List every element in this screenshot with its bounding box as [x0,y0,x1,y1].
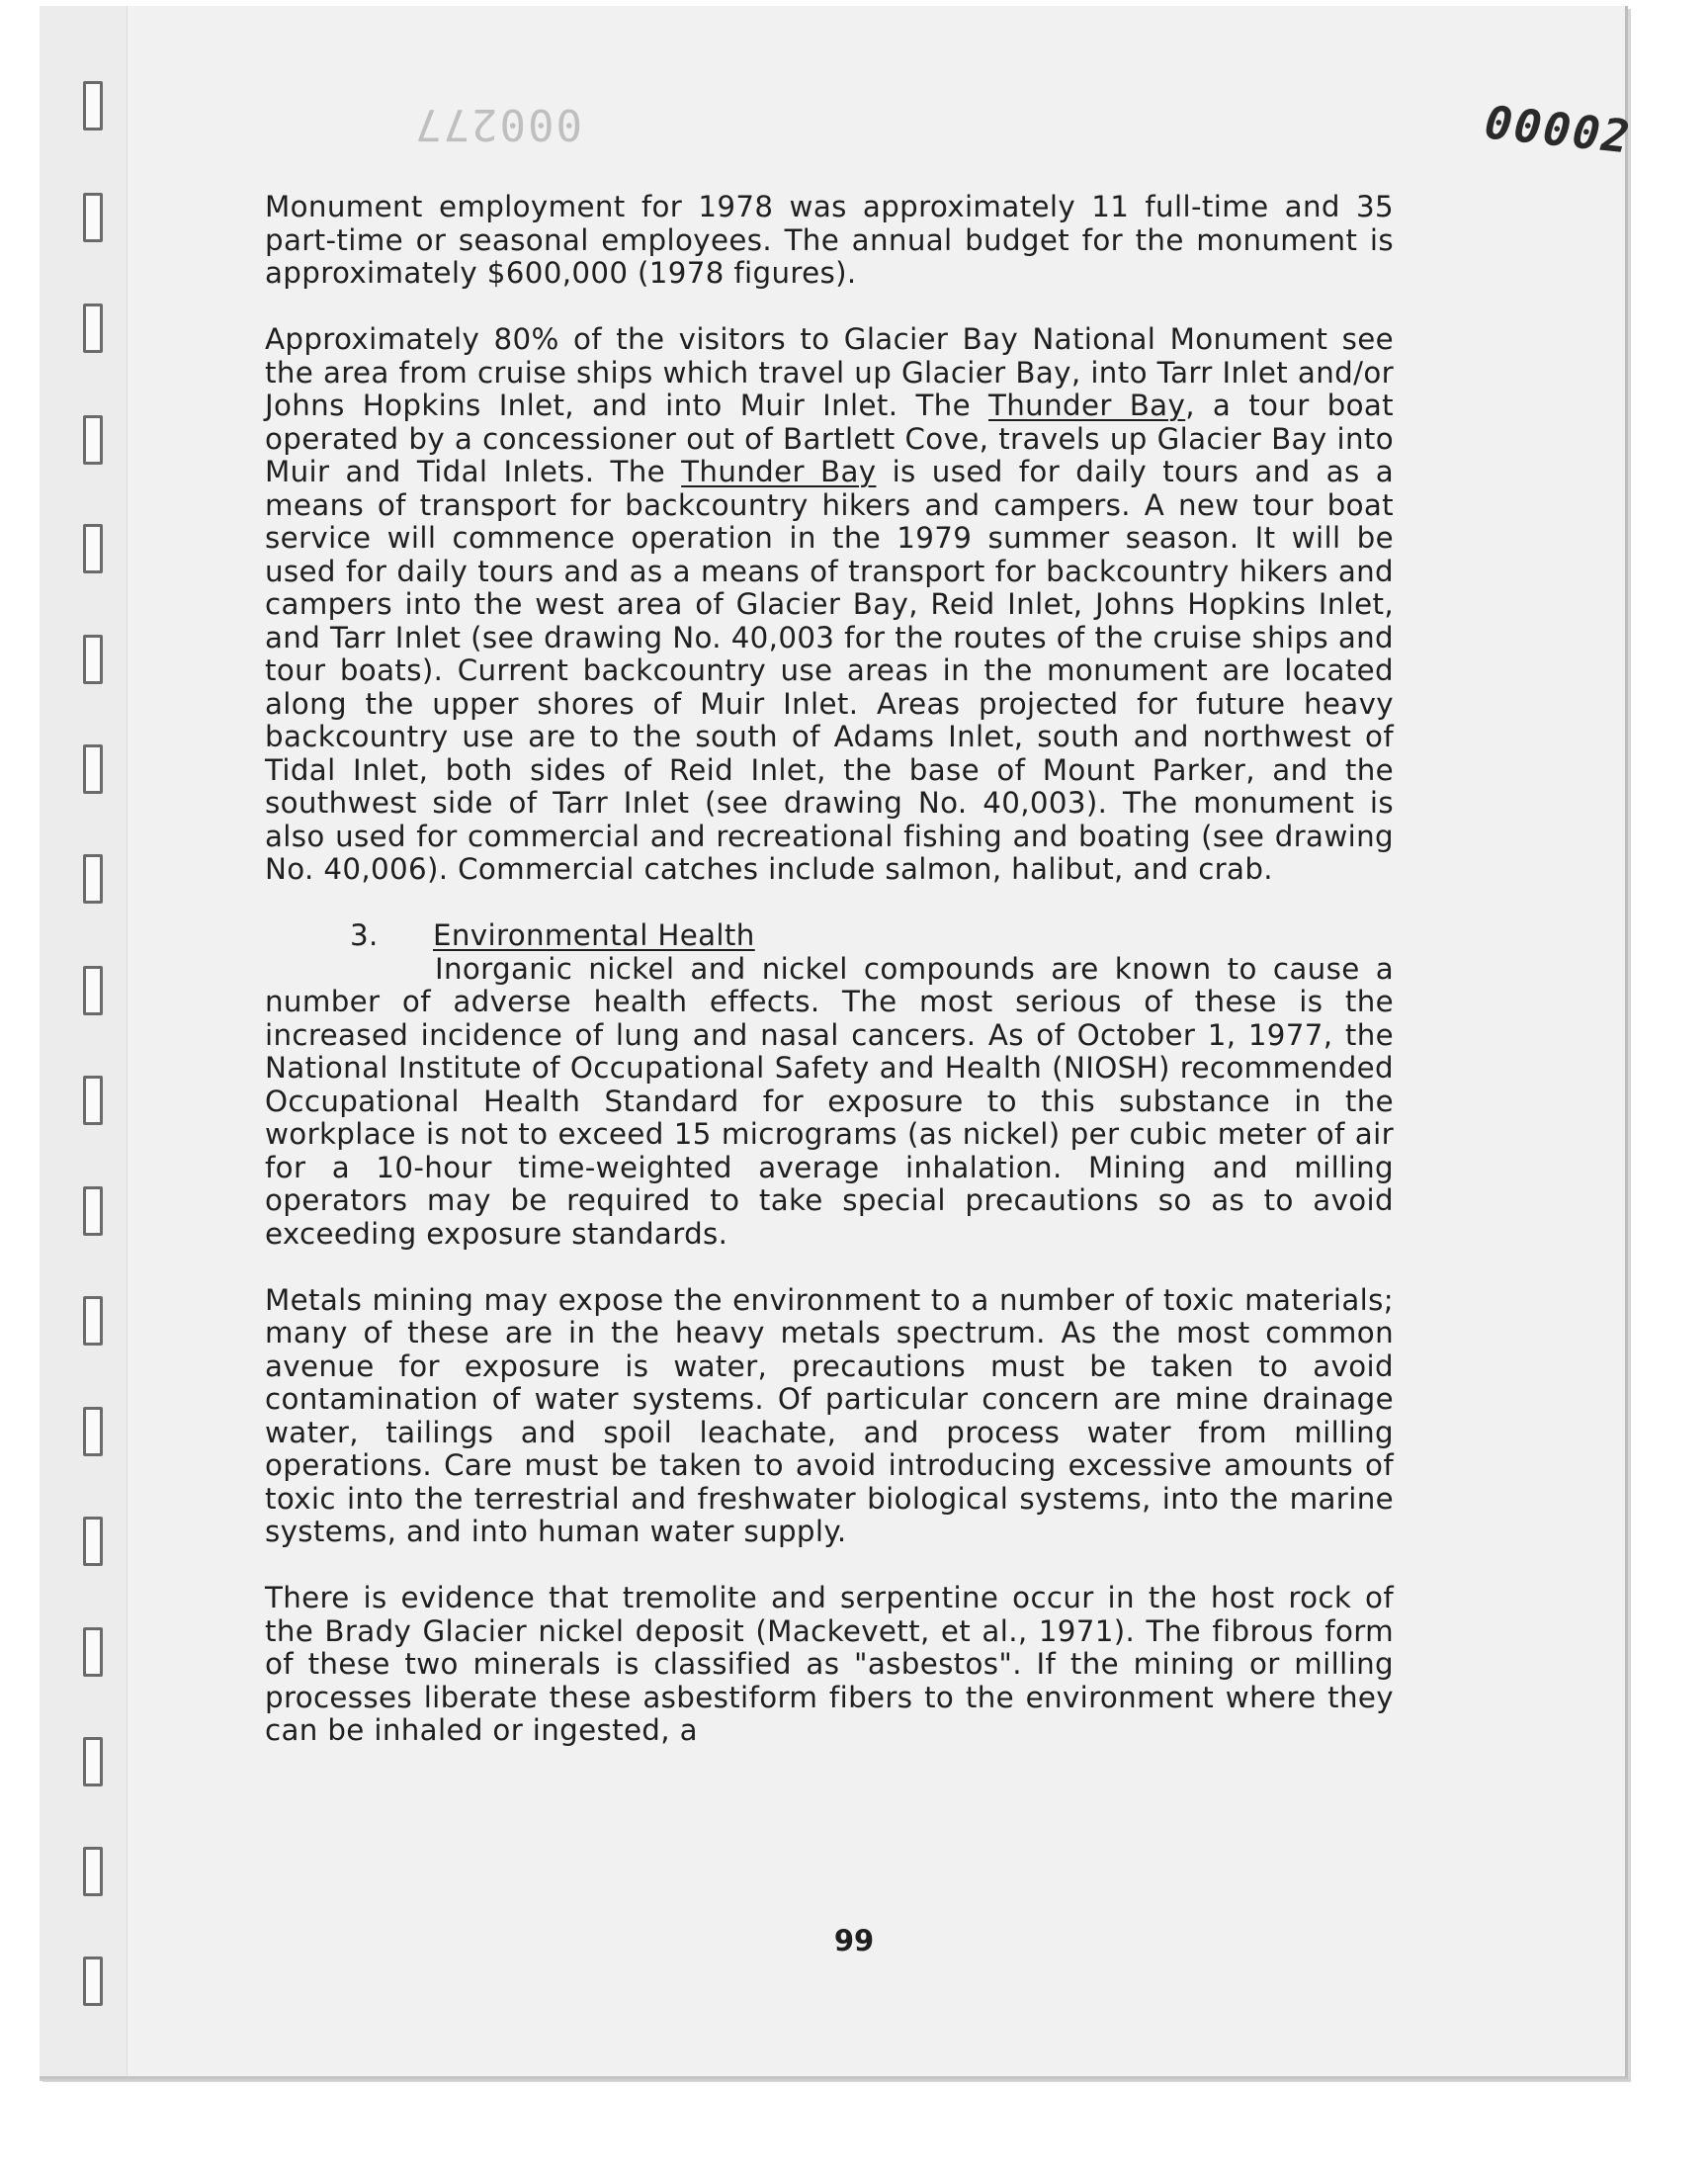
paragraph-metals: Metals mining may expose the environment to a number of toxic materials; many of these are in the heavy metals spectrum. As the most common avenue for exposure is water, precautions must be taken to avoid contamination of water systems. Of particular concern are mine drainage water, tailings and spoil leachate, and process water from milling operations. Care must be taken to avoid introducing excessive amounts of toxic into the terrestrial and freshwater biological systems, into the marine systems, and into human water supply. [265,1282,1394,1548]
page-bottom-edge [40,2079,1631,2081]
paragraph-visitors [265,323,1394,887]
punch-hole [83,1957,103,2006]
punch-hole [83,1186,103,1236]
visitors-text-2: , a tour boat operated by a concessioner out of Bartlett Cove, travels up Glacier Bay into Muir and Tidal Inlets. The [265,389,1394,488]
boat-name-underlined: Thunder Bay [988,389,1186,422]
visitors-text-3: is used for daily tours and as a means of transport for backcountry hikers and campers. A new tour boat service will commence operation in the 1979 summer season. It will be used for daily tours and as a means of transport for backcountry hikers and campers into the west area of Glacier Bay, Reid Inlet, Johns Hopkins Inlet, and Tarr Inlet (see drawing No. 40,003 for the routes of the cruise ships and tour boats). Current backcountry use areas in the monument are located along the upper shores of Muir Inlet. Areas projected for future heavy backcountry use are to the south of Adams Inlet, south and northwest of Tidal Inlet, both sides of Reid Inlet, the base of Mount Parker, and the southwest side of Tarr Inlet (see drawing No. 40,003). The monument is also used for commercial and recreational fishing and boating (see drawing No. 40,006). Commercial catches include salmon, halibut, and crab. [265,455,1394,886]
section-heading [265,919,1394,953]
punch-hole [83,415,103,465]
faint-bates-stamp: 000277 [413,99,582,149]
punch-hole [83,1076,103,1125]
punch-hole [83,304,103,353]
section-title: Environmental Health [433,918,755,952]
punch-hole [83,1407,103,1456]
page-number: 99 [833,1924,875,1958]
document-body [265,191,1394,1781]
punch-hole [83,744,103,794]
punch-hole [83,1737,103,1786]
bates-page-stamp: 00002 [1482,95,1634,164]
paragraph-asbestos: There is evidence that tremolite and serpentine occur in the host rock of the Brady Glacier nickel deposit (Mackevett, et al., 1971). The fibrous form of these two minerals is classified as "asbestos". If the mining or milling processes liberate these asbestiform fibers to the environment where they can be inhaled or ingested, a [265,1581,1394,1747]
punch-hole [83,635,103,684]
paragraph-employment: Monument employment for 1978 was approximately 11 full-time and 35 part-time or seasonal employees. The annual budget for the monument is approximately $600,000 (1978 figures). [265,190,1394,290]
boat-name-underlined: Thunder Bay [681,455,877,488]
visitors-text-1: Approximately 80% of the visitors to Glacier Bay National Monument see the area from cruise ships which travel up Glacier Bay, into Tarr Inlet and/or Johns Hopkins Inlet, and into Muir Inlet. The [265,322,1394,422]
punch-hole [83,81,103,130]
punch-hole [83,1517,103,1566]
punch-hole [83,854,103,904]
punch-hole [83,1847,103,1896]
punch-hole [83,1296,103,1346]
paragraph-health: Inorganic nickel and nickel compounds are known to cause a number of adverse health effects. The most serious of these is the increased incidence of lung and nasal cancers. As of October 1, 1977, the National Institute of Occupational Safety and Health (NIOSH) recommended Occupational Health Standard for exposure to this substance in the workplace is not to exceed 15 micrograms (as nickel) per cubic meter of air for a 10-hour time-weighted average inhalation. Mining and milling operators may be required to take special precautions so as to avoid exceeding exposure standards. [265,951,1394,1251]
section-number: 3. [350,918,379,952]
punch-hole [83,966,103,1015]
punch-hole [83,193,103,242]
punch-hole [83,1627,103,1677]
punch-hole [83,524,103,573]
